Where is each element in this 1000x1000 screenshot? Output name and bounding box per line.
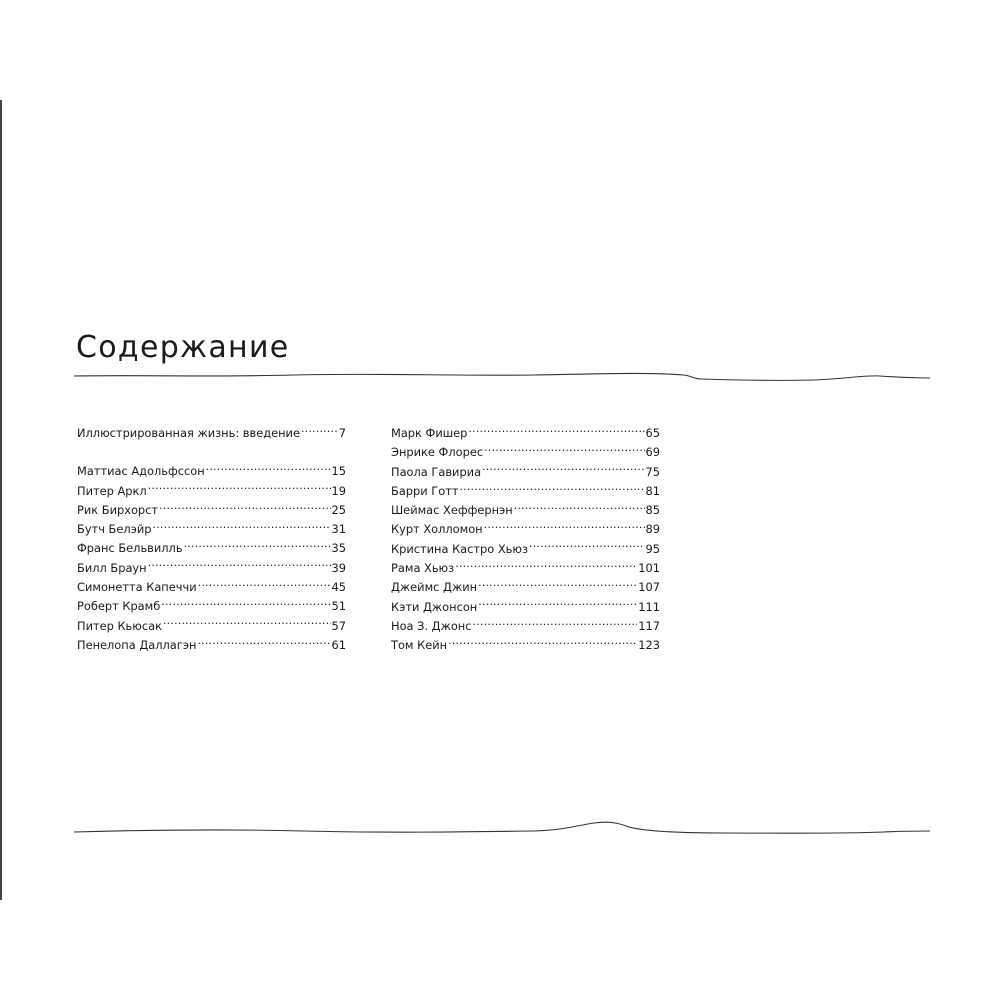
toc-entry-name: Энрике Флорес <box>391 445 484 460</box>
toc-entry-page-number: 117 <box>638 618 660 633</box>
toc-entry-name: Бутч Белэйр <box>77 522 152 537</box>
page-title: Содержание <box>76 330 290 365</box>
toc-entry-name: Барри Готт <box>391 483 459 498</box>
toc-dot-leader <box>301 425 338 437</box>
toc-entry[interactable] <box>391 559 660 578</box>
toc-entry-page-number: 107 <box>638 580 660 595</box>
toc-entry[interactable] <box>391 424 660 443</box>
toc-entry-page-number: 81 <box>645 483 660 498</box>
toc-entry[interactable] <box>77 597 346 616</box>
toc-entry-name: Курт Холломон <box>391 522 483 537</box>
toc-entry-name: Симонетта Капеччи <box>77 580 197 595</box>
toc-entry[interactable] <box>391 520 660 539</box>
toc-dot-leader <box>478 579 637 591</box>
toc-dot-leader <box>529 541 644 553</box>
toc-entry[interactable] <box>391 617 660 636</box>
toc-entry-name: Маттиас Адольфссон <box>77 464 205 479</box>
toc-entry[interactable] <box>77 462 346 481</box>
toc-entry-name: Шеймас Хеффернэн <box>391 503 513 518</box>
toc-entry-name: Марк Фишер <box>391 426 468 440</box>
toc-entry-name: Роберт Крамб <box>77 599 161 614</box>
toc-entry-page-number: 85 <box>645 503 660 518</box>
toc-entry-name: Рик Бирхорст <box>77 502 159 517</box>
toc-dot-leader <box>197 637 330 649</box>
toc-entry-page-number: 35 <box>331 541 346 556</box>
toc-dot-leader <box>163 618 331 630</box>
toc-entry-page-number: 39 <box>331 560 346 575</box>
toc-entry[interactable] <box>391 482 660 501</box>
toc-dot-leader <box>206 463 331 475</box>
toc-entry[interactable] <box>77 501 346 520</box>
page-edge-line <box>0 100 2 900</box>
toc-entry[interactable] <box>391 501 660 520</box>
toc-entry-name: Паола Гавириа <box>391 464 482 479</box>
toc-dot-leader <box>484 521 645 533</box>
toc-entry-page-number: 101 <box>638 561 660 576</box>
toc-entry[interactable] <box>391 598 660 617</box>
toc-entry[interactable] <box>391 636 660 655</box>
toc-entry-name: Питер Аркл <box>77 483 147 498</box>
toc-entry[interactable] <box>77 520 346 539</box>
toc-entry-page-number: 45 <box>331 580 346 595</box>
toc-dot-leader <box>514 502 645 514</box>
toc-entry-page-number: 65 <box>645 426 660 440</box>
toc-entry-page-number: 19 <box>331 483 346 498</box>
toc-dot-leader <box>153 521 331 533</box>
toc-dot-leader <box>159 502 330 514</box>
hand-drawn-rule-bottom <box>74 814 930 838</box>
toc-entry-page-number: 95 <box>645 541 660 556</box>
toc-entry-page-number: 25 <box>331 502 346 517</box>
toc-entry[interactable] <box>77 424 346 443</box>
toc-dot-leader <box>455 560 637 572</box>
toc-entry-page-number: 57 <box>331 618 346 633</box>
toc-entry-page-number: 111 <box>638 599 660 614</box>
toc-entry-name: Франс Бельвилль <box>77 541 183 556</box>
toc-entry-name: Пенелопа Даллагэн <box>77 637 197 652</box>
toc-entry-name: Джеймс Джин <box>391 580 478 595</box>
toc-entry-page-number: 61 <box>331 637 346 652</box>
toc-column-right <box>391 424 660 656</box>
toc-entry-page-number: 51 <box>331 599 346 614</box>
toc-entry-page-number: 15 <box>331 464 346 479</box>
toc-column-left <box>77 424 346 655</box>
toc-entry-name: Кристина Кастро Хьюз <box>391 541 529 556</box>
toc-entry-name: Рама Хьюз <box>391 561 455 576</box>
toc-dot-leader <box>148 560 331 572</box>
toc-dot-leader <box>484 444 644 456</box>
toc-entry-name: Билл Браун <box>77 560 147 575</box>
toc-entry[interactable] <box>77 617 346 636</box>
toc-dot-leader <box>473 618 638 630</box>
toc-dot-leader <box>184 540 331 552</box>
toc-entry[interactable] <box>77 539 346 558</box>
toc-entry-page-number: 75 <box>645 464 660 479</box>
hand-drawn-rule-top <box>74 366 930 390</box>
toc-entry[interactable] <box>391 578 660 597</box>
toc-entry-name: Ноа З. Джонс <box>391 618 472 633</box>
toc-entry[interactable] <box>77 636 346 655</box>
toc-entry[interactable] <box>77 578 346 597</box>
toc-entry-page-number: 89 <box>645 522 660 537</box>
toc-entry[interactable] <box>77 482 346 501</box>
toc-entry-page-number: 69 <box>645 445 660 460</box>
toc-entry-page-number: 7 <box>338 426 346 440</box>
toc-dot-leader <box>482 464 644 476</box>
toc-entry-page-number: 31 <box>331 522 346 537</box>
toc-dot-leader <box>478 599 637 611</box>
toc-entry[interactable] <box>391 463 660 482</box>
toc-entry[interactable] <box>391 540 660 559</box>
toc-entry-name: Том Кейн <box>391 638 448 653</box>
toc-dot-leader <box>198 579 331 591</box>
toc-dot-leader <box>161 598 330 610</box>
toc-entry-name: Кэти Джонсон <box>391 599 478 614</box>
toc-entry-name: Питер Кьюсак <box>77 618 162 633</box>
toc-entry-page-number: 123 <box>638 638 660 653</box>
toc-dot-leader <box>468 425 644 437</box>
toc-dot-leader <box>148 483 331 495</box>
toc-dot-leader <box>459 483 644 495</box>
toc-entry[interactable] <box>77 559 346 578</box>
toc-dot-leader <box>448 637 637 649</box>
toc-entry-name: Иллюстрированная жизнь: введение <box>77 426 300 440</box>
toc-entry[interactable] <box>391 443 660 462</box>
